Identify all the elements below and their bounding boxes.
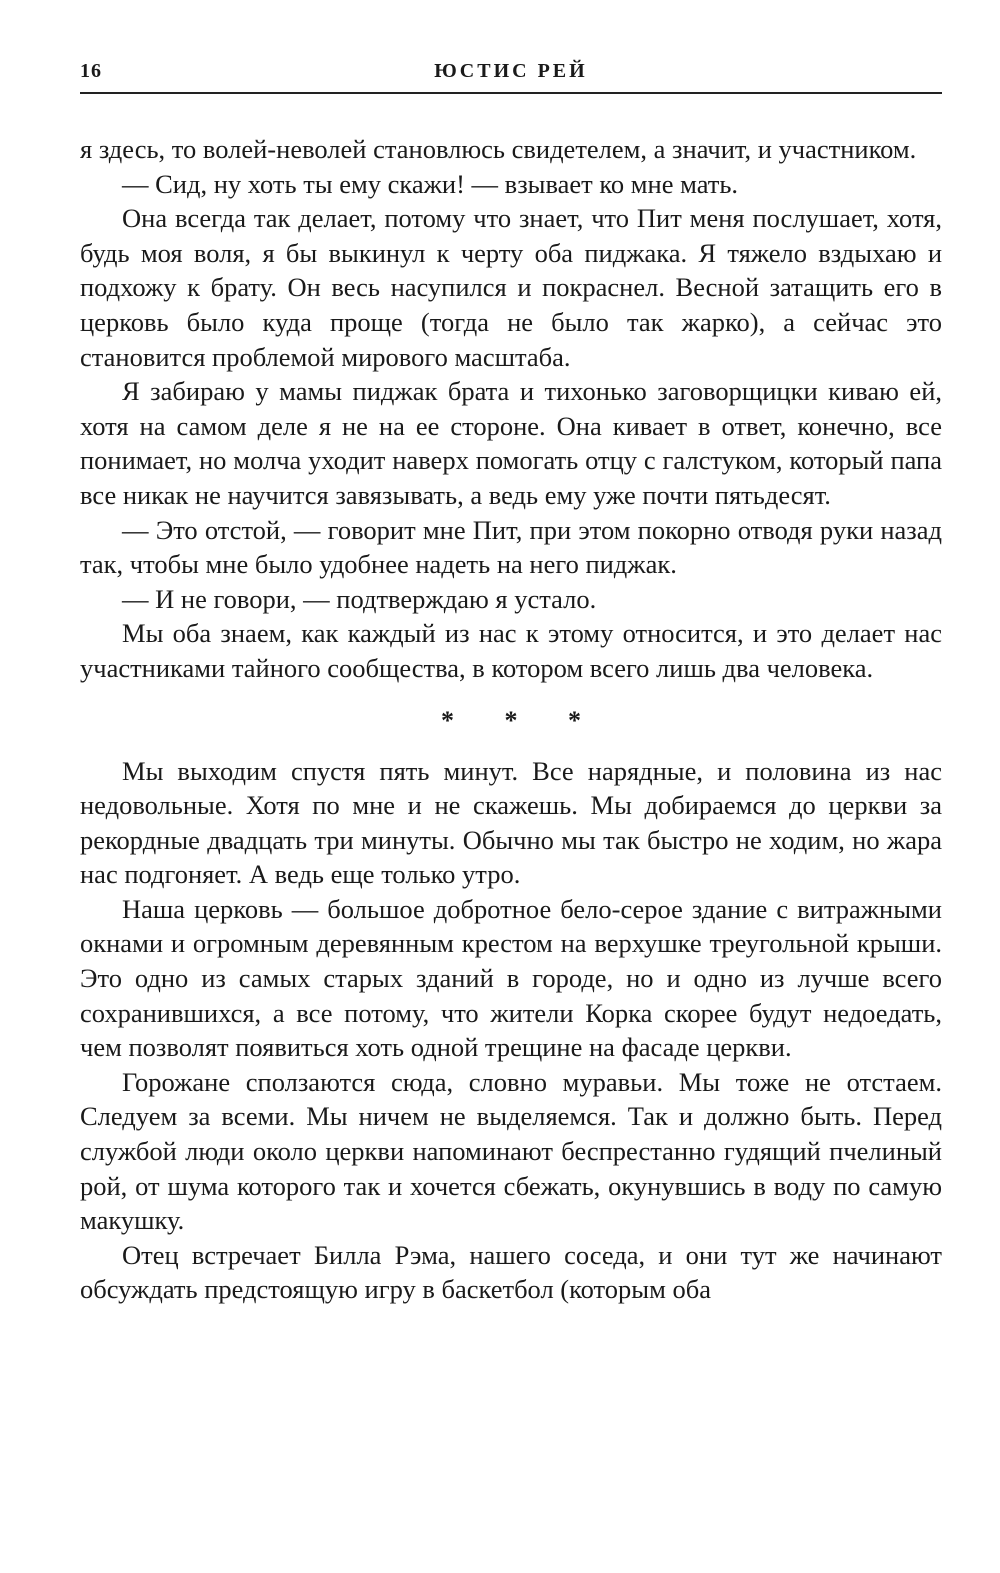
running-title: ЮСТИС РЕЙ	[434, 60, 588, 82]
paragraph: — И не говори, — подтверждаю я устало.	[122, 583, 597, 614]
paragraph: Она всегда так делает, потому что знает, что Пит меня послушает, хотя, будь моя воля, я бы выкинул к черту оба пиджака. Я тяжело вздыхаю и подхожу к брату. Он весь насупился и покраснел. Весной затащить его в церковь было куда проще (тогда не было так жарко), а сейчас это становится проблемой мирового масштаба.	[80, 203, 942, 372]
paragraph: Горожане сползаются сюда, словно муравьи. Мы тоже не отстаем. Следуем за всеми. Мы ничем не выделяемся. Так и должно быть. Перед службой люди около церкви напоминают беспрестанно гудящий пчелиный рой, от шума которого так и хочется сбежать, окунувшись в воду по самую макушку.	[80, 1066, 942, 1236]
paragraph: Мы оба знаем, как каждый из нас к этому относится, и это делает нас участниками тайного сообщества, в котором всего лишь два человека.	[80, 618, 942, 683]
book-page	[80, 52, 942, 1307]
paragraph: — Это отстой, — говорит мне Пит, при этом покорно отводя руки назад так, чтобы мне было удобнее надеть на него пиджак.	[80, 514, 942, 580]
running-header	[80, 52, 942, 94]
paragraph: — Сид, ну хоть ты ему скажи! — взывает ко мне мать.	[122, 168, 739, 199]
body-text	[80, 132, 942, 1307]
paragraph: Наша церковь — большое добротное бело-серое здание с витражными окнами и огромным деревянным крестом на верхушке треугольной крыши. Это одно из самых старых зданий в городе, но и одно из лучше всего сохранившихся, а все потому, что жители Корка скорее будут недоедать, чем позволят появиться хоть одной трещине на фасаде церкви.	[80, 893, 942, 1063]
scene-separator: * * *	[441, 705, 603, 735]
paragraph: Отец встречает Билла Рэма, нашего соседа, и они тут же начинают обсуждать предстоящую игру в баскетбол (которым оба	[80, 1239, 942, 1305]
page-number: 16	[80, 60, 102, 82]
paragraph: я здесь, то волей-неволей становлюсь свидетелем, а значит, и участником.	[80, 134, 917, 164]
paragraph: Я забираю у мамы пиджак брата и тихонько заговорщицки киваю ей, хотя на самом деле я не на ее стороне. Она кивает в ответ, конечно, все понимает, но молча уходит наверх помогать отцу с галстуком, который папа все никак не научится завязывать, а ведь ему уже почти пятьдесят.	[80, 376, 942, 510]
paragraph: Мы выходим спустя пять минут. Все нарядные, и половина из нас недовольные. Хотя по мне и не скажешь. Мы добираемся до церкви за рекордные двадцать три минуты. Обычно мы так быстро не ходим, но жара нас подгоняет. А ведь еще только утро.	[80, 755, 942, 890]
